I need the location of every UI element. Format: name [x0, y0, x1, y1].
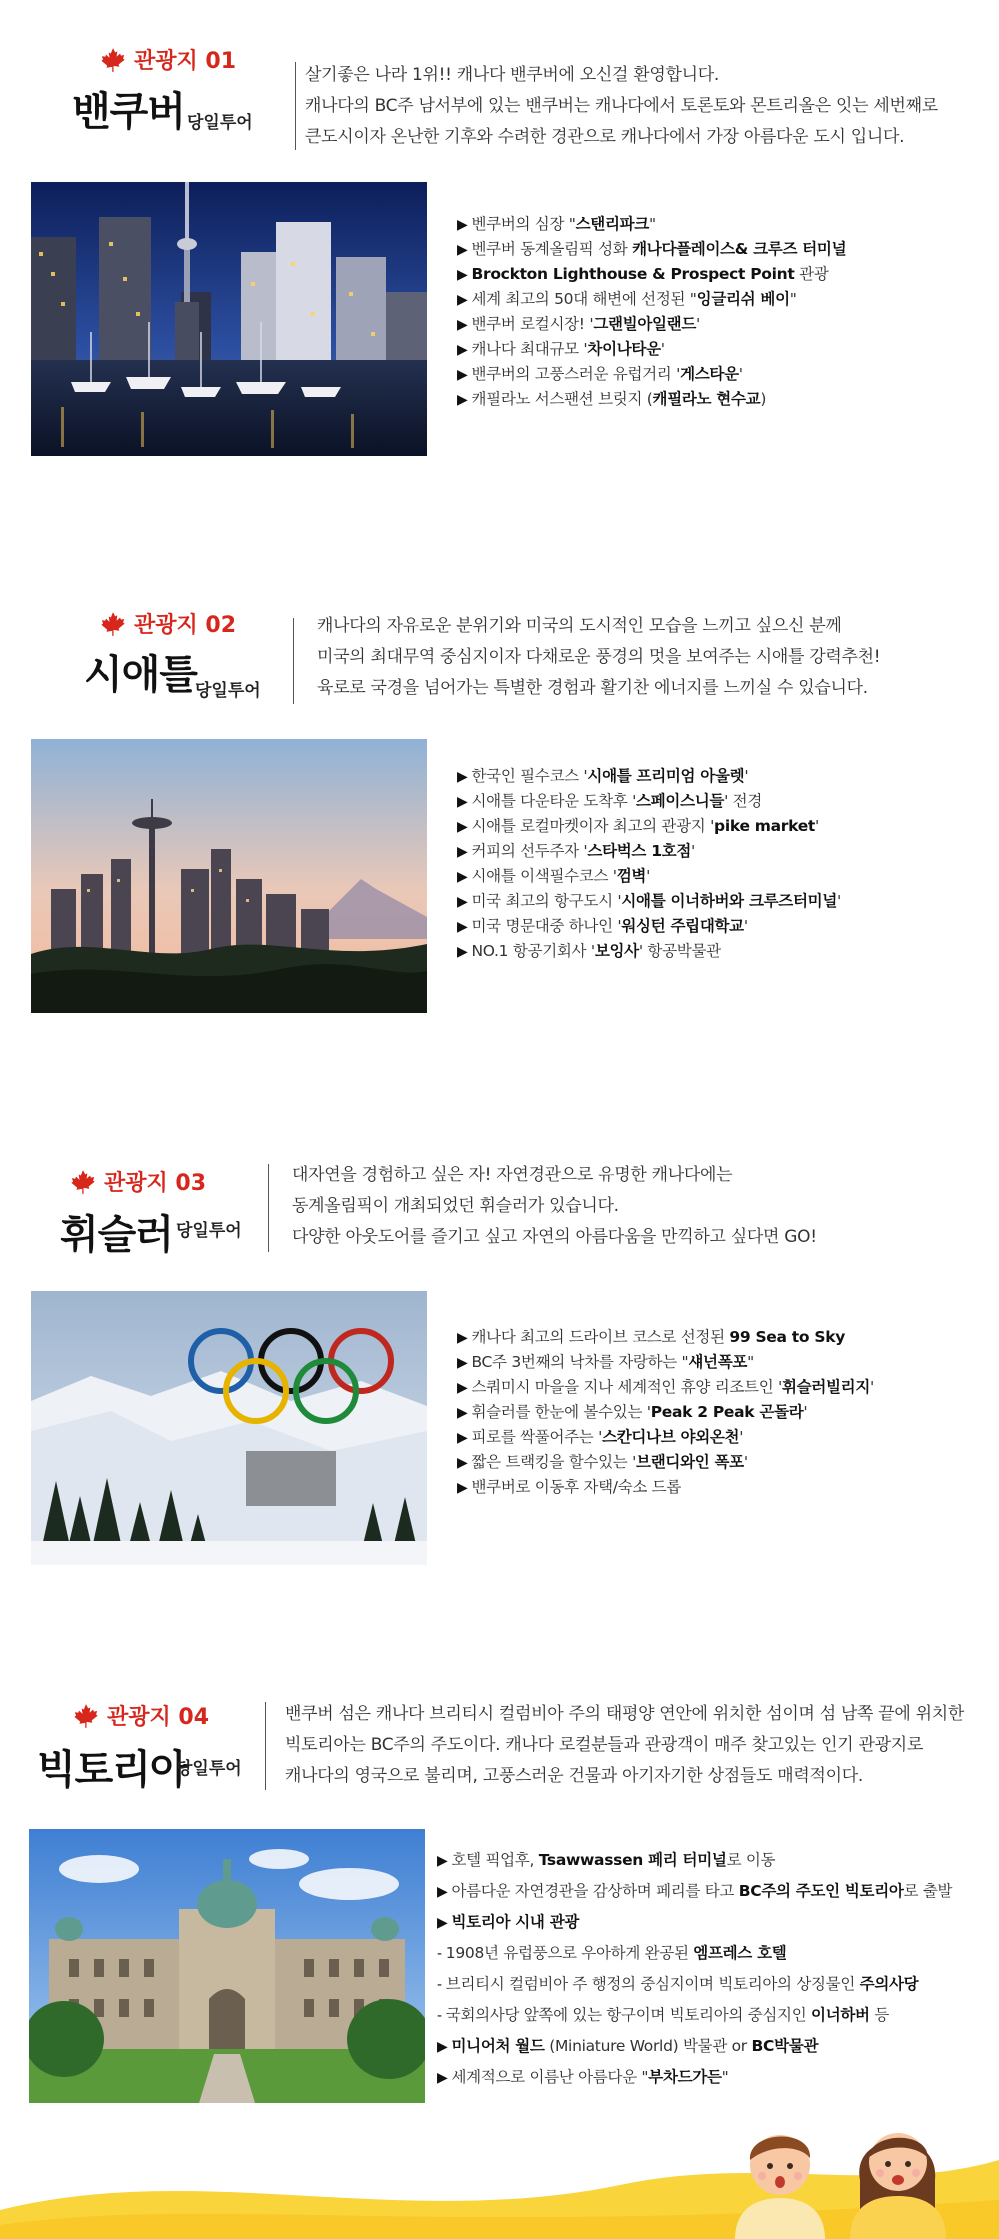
section-tag [100, 608, 236, 639]
section-tag-label: 관광지 01 [134, 49, 237, 74]
vancouver-photo [31, 182, 427, 456]
section-subtitle: 당일투어 [187, 113, 253, 133]
list-item: ▶ 아름다운 자연경관을 감상하며 페리를 타고 BC주의 주도인 빅토리아로 출발 [437, 1882, 953, 1900]
intro-line: 동계올림픽이 개최되었던 휘슬러가 있습니다. [292, 1196, 619, 1216]
section-title: 빅토리아 [37, 1747, 188, 1793]
intro-line: 미국의 최대무역 중심지이자 다채로운 풍경의 멋을 보여주는 시애틀 강력추천! [317, 647, 881, 667]
section-tag [100, 44, 236, 75]
seattle-photo [31, 739, 427, 1013]
maple-leaf-icon [100, 611, 126, 637]
section-title: 휘슬러 [60, 1212, 173, 1258]
list-item: ▶ 커피의 선두주자 '스타벅스 1호점' [457, 842, 695, 860]
maple-leaf-icon [70, 1169, 96, 1195]
intro-line: 캐나다의 BC주 남서부에 있는 밴쿠버는 캐나다에서 토론토와 몬트리올은 잇는 세번째로 [305, 96, 938, 116]
intro-line: 밴쿠버 섬은 캐나다 브리티시 컬럼비아 주의 태평양 연안에 위치한 섬이며 섬 남쪽 끝에 위치한 [285, 1704, 964, 1724]
list-item: - 1908년 유럽풍으로 우아하게 완공된 엠프레스 호텔 [437, 1944, 787, 1962]
list-item: ▶ 세계적으로 이름난 아름다운 "부차드가든" [437, 2068, 729, 2086]
section-subtitle: 당일투어 [195, 681, 261, 701]
list-item: ▶ 호텔 픽업후, Tsawwassen 페리 터미널로 이동 [437, 1851, 776, 1869]
section-title: 밴쿠버 [72, 89, 185, 135]
list-item: ▶ 시애틀 이색필수코스 '껌벽' [457, 867, 651, 885]
list-item: - 브리티시 컬럼비아 주 행정의 중심지이며 빅토리아의 상징물인 주의사당 [437, 1975, 919, 1993]
whistler-photo [31, 1291, 427, 1565]
list-item: ▶ 빅토리아 시내 관광 [437, 1913, 580, 1931]
section-intro [317, 611, 880, 704]
list-item: ▶ 한국인 필수코스 '시애틀 프리미엄 아울렛' [457, 767, 749, 785]
maple-leaf-icon [73, 1703, 99, 1729]
list-item: ▶ 벤쿠버 동계올림픽 성화 캐나다플레이스& 크루즈 터미널 [457, 240, 847, 258]
section-intro [292, 1160, 817, 1253]
list-item: ▶ 벤쿠버의 심장 "스탠리파크" [457, 215, 656, 233]
section-subtitle: 당일투어 [176, 1759, 242, 1779]
intro-line: 캐나다의 영국으로 불리며, 고풍스러운 건물과 아기자기한 상점들도 매력적이다. [285, 1766, 863, 1786]
intro-line: 큰도시이자 온난한 기후와 수려한 경관으로 캐나다에서 가장 아름다운 도시 입니다. [305, 127, 905, 147]
section-tag [73, 1700, 209, 1731]
section-subtitle: 당일투어 [176, 1221, 242, 1241]
list-item: ▶ 밴쿠버의 고풍스러운 유럽거리 '게스타운' [457, 365, 743, 383]
girl-avatar [850, 2133, 946, 2239]
intro-line: 육로로 국경을 넘어가는 특별한 경험과 활기찬 에너지를 느끼실 수 있습니다. [317, 678, 868, 698]
divider [265, 1702, 266, 1790]
maple-leaf-icon [100, 47, 126, 73]
list-item: ▶ 밴쿠버로 이동후 자택/숙소 드롭 [457, 1478, 682, 1496]
list-item: - 국회의사당 앞쪽에 있는 항구이며 빅토리아의 중심지인 이너하버 등 [437, 2006, 890, 2024]
section-title: 시애틀 [84, 652, 197, 698]
list-item: ▶ 시애틀 로컬마켓이자 최고의 관광지 'pike market' [457, 817, 819, 835]
attraction-list [457, 212, 846, 412]
list-item: ▶ 캐나다 최대규모 '차이나타운' [457, 340, 665, 358]
divider [295, 62, 296, 150]
section-tag-label: 관광지 02 [134, 613, 237, 638]
attraction-list [457, 764, 841, 964]
intro-line: 빅토리아는 BC주의 주도이다. 캐나다 로컬분들과 관광객이 매주 찾고있는 인기 관광지로 [285, 1735, 923, 1755]
list-item: ▶ NO.1 항공기회사 '보잉사' 항공박물관 [457, 942, 721, 960]
section-intro [305, 60, 938, 153]
section-intro [285, 1699, 964, 1792]
victoria-photo [29, 1829, 425, 2103]
list-item: ▶ 세계 최고의 50대 해변에 선정된 "잉글리쉬 베이" [457, 290, 797, 308]
section-tag [70, 1166, 206, 1197]
list-item: ▶ 시애틀 다운타운 도착후 '스페이스니들' 전경 [457, 792, 763, 810]
list-item: ▶ 밴쿠버 로컬시장! '그랜빌아일랜드' [457, 315, 700, 333]
list-item: ▶ 휘슬러를 한눈에 볼수있는 'Peak 2 Peak 곤돌라' [457, 1403, 808, 1421]
divider [268, 1164, 269, 1252]
section-tag-label: 관광지 03 [104, 1171, 207, 1196]
intro-line: 캐나다의 자유로운 분위기와 미국의 도시적인 모습을 느끼고 싶으신 분께 [317, 616, 842, 636]
list-item: ▶ Brockton Lighthouse & Prospect Point 관광 [457, 265, 829, 283]
list-item: ▶ 캐필라노 서스팬션 브릿지 (캐필라노 현수교) [457, 390, 767, 408]
attraction-list [437, 1845, 952, 2093]
list-item: ▶ 스쿼미시 마을을 지나 세계적인 휴양 리조트인 '휘슬러빌리지' [457, 1378, 874, 1396]
list-item: ▶ 미국 최고의 항구도시 '시애틀 이너하버와 크루즈터미널' [457, 892, 841, 910]
divider [293, 618, 294, 704]
list-item: ▶ BC주 3번째의 낙차를 자랑하는 "섀넌폭포" [457, 1353, 754, 1371]
list-item: ▶ 캐나다 최고의 드라이브 코스로 선정된 99 Sea to Sky [457, 1328, 846, 1346]
intro-line: 대자연을 경험하고 싶은 자! 자연경관으로 유명한 캐나다에는 [292, 1165, 733, 1185]
attraction-list [457, 1325, 874, 1500]
list-item: ▶ 피로를 싹풀어주는 '스칸디나브 야외온천' [457, 1428, 744, 1446]
list-item: ▶ 미니어처 월드 (Miniature World) 박물관 or BC박물관 [437, 2037, 819, 2055]
footer-illustration [0, 2100, 999, 2239]
section-tag-label: 관광지 04 [107, 1705, 210, 1730]
intro-line: 살기좋은 나라 1위!! 캐나다 밴쿠버에 오신걸 환영합니다. [305, 65, 719, 85]
list-item: ▶ 미국 명문대중 하나인 '워싱턴 주립대학교' [457, 917, 748, 935]
list-item: ▶ 짧은 트랙킹을 할수있는 '브랜디와인 폭포' [457, 1453, 748, 1471]
intro-line: 다양한 아웃도어를 즐기고 싶고 자연의 아름다움을 만끽하고 싶다면 GO! [292, 1227, 817, 1247]
